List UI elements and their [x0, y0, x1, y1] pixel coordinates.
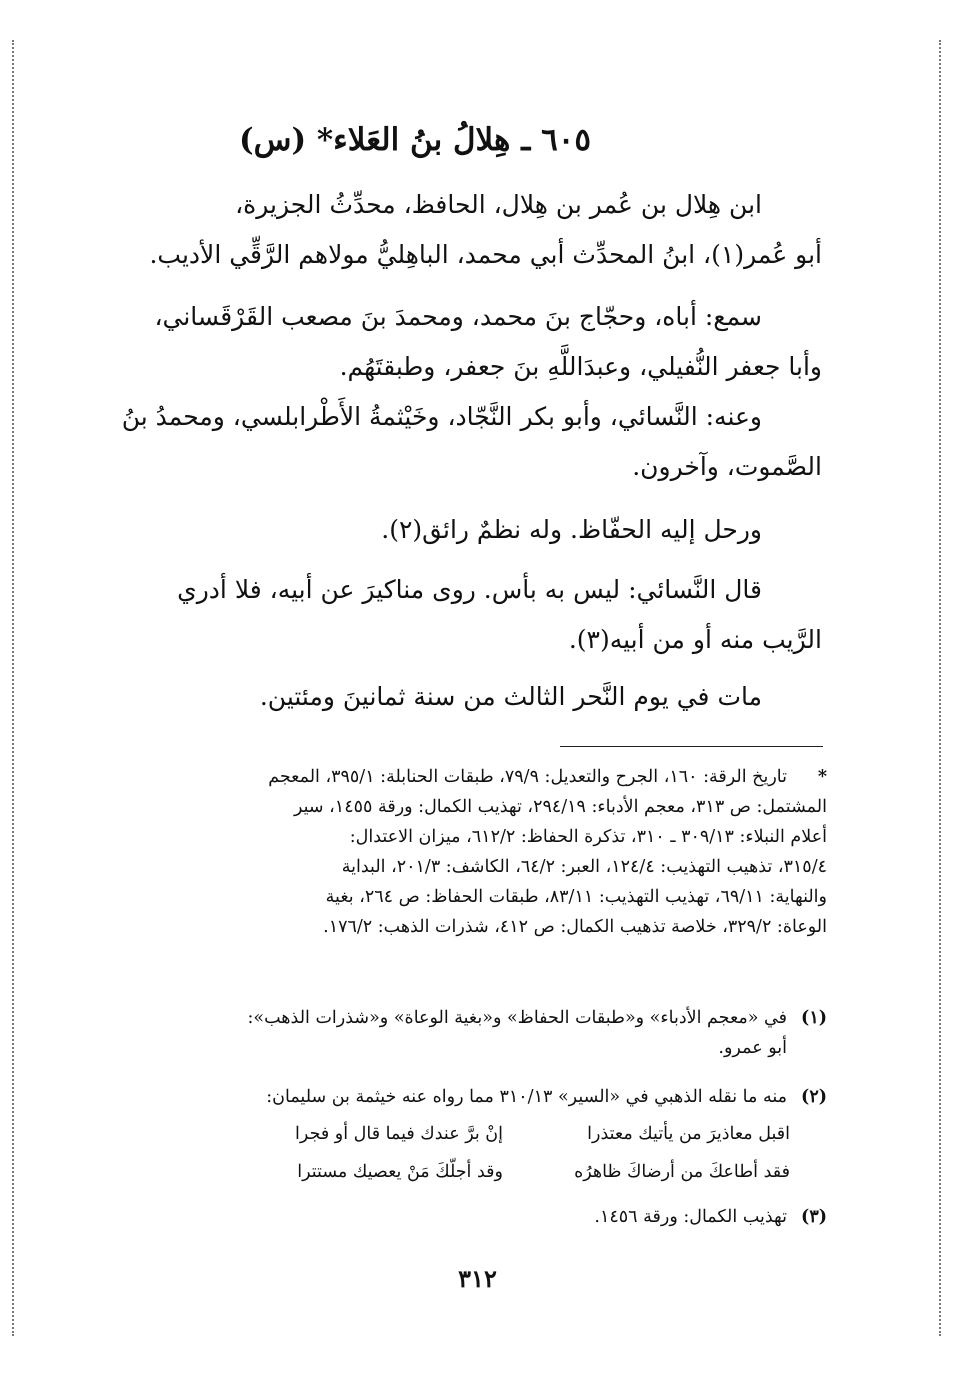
body-line: قال النَّسائي: ليس به بأس. روى مناكيرَ عن أبيه، فلا أدري	[177, 575, 762, 604]
entry-paragraph-students	[120, 392, 822, 492]
entry-paragraph-lineage	[120, 180, 822, 280]
entry-paragraph-travel	[120, 505, 822, 555]
footnote-1	[125, 1003, 827, 1063]
body-line: وعنه: النَّسائي، وأبو بكر النَّجّاد، وخَيْثمةُ الأَطْرابلسي، ومحمدُ بنُ	[121, 402, 762, 431]
body-line: ورحل إليه الحفّاظ. وله نظمٌ رائق(٢).	[381, 515, 762, 544]
verse-2-first-hemistich: فقد أطاعكَ من أرضاكَ ظاهرُه	[574, 1162, 790, 1182]
right-edge-dots	[939, 40, 941, 1336]
footnote-line: تهذيب الكمال: ورقة ١٤٥٦.	[594, 1207, 787, 1227]
entry-paragraph-teachers	[120, 292, 822, 392]
footnote-1-marker: (١)	[801, 1008, 827, 1028]
body-line: أبو عُمر(١)، ابنُ المحدِّث أبي محمد، الباهِليُّ مولاهم الرَّقِّي الأديب.	[149, 240, 822, 269]
body-line: ابن هِلال بن عُمر بن هِلال، الحافظ، محدِّثُ الجزيرة،	[235, 190, 762, 219]
left-edge-dots	[12, 40, 14, 1336]
footnote-line: منه ما نقله الذهبي في «السير» ٣١٠/١٣ مما رواه عنه خيثمة بن سليمان:	[266, 1087, 787, 1107]
footnote-2-marker: (٢)	[801, 1087, 827, 1107]
verse-1-first-hemistich: اقبل معاذيرَ من يأتيك معتذرا	[587, 1124, 790, 1144]
footnote-separator	[560, 746, 823, 747]
footnote-line: والنهاية: ٦٩/١١، تهذيب التهذيب: ٨٣/١١، طبقات الحفاظ: ص ٢٦٤، بغية	[325, 887, 827, 907]
entry-title: ٦٠٥ ـ هِلالُ بنُ العَلاء* (س)	[238, 122, 592, 158]
footnote-2	[125, 1082, 827, 1112]
footnote-line: المشتمل: ص ٣١٣، معجم الأدباء: ٢٩٤/١٩، تهذيب الكمال: ورقة ١٤٥٥، سير	[293, 797, 827, 817]
footnote-line: تاريخ الرقة: ١٦٠، الجرح والتعديل: ٧٩/٩، طبقات الحنابلة: ٣٩٥/١، المعجم	[268, 767, 787, 787]
footnote-sources	[125, 762, 827, 942]
footnote-line: في «معجم الأدباء» و«طبقات الحفاظ» و«بغية الوعاة» و«شذرات الذهب»:	[247, 1008, 787, 1028]
body-line: الرَّيب منه أو من أبيه(٣).	[568, 625, 822, 654]
footnote-line: الوعاة: ٣٢٩/٢، خلاصة تذهيب الكمال: ص ٤١٢، شذرات الذهب: ١٧٦/٢.	[323, 917, 827, 937]
page-number: ٣١٢	[458, 1264, 497, 1293]
footnote-3-marker: (٣)	[801, 1207, 827, 1227]
body-line: الصَّموت، وآخرون.	[632, 452, 822, 481]
footnote-line: ٣١٥/٤، تذهيب التهذيب: ١٢٤/٤، العبر: ٦٤/٢، الكاشف: ٢٠١/٣، البداية	[341, 857, 827, 877]
entry-paragraph-death	[120, 672, 822, 722]
footnote-3	[125, 1202, 827, 1232]
asterisk-marker: *	[817, 767, 827, 787]
body-line: سمع: أباه، وحجّاج بنَ محمد، ومحمدَ بنَ مصعب القَرْقَساني،	[154, 302, 762, 331]
body-line: وأبا جعفر النُّفيلي، وعبدَاللَّهِ بنَ جعفر، وطبقتَهُم.	[339, 352, 822, 381]
verse-2-second-hemistich: وقد أجلّكَ مَنْ يعصيك مستترا	[297, 1162, 503, 1182]
footnote-line: أعلام النبلاء: ٣٠٩/١٣ ـ ٣١٠، تذكرة الحفاظ: ٦١٢/٢، ميزان الاعتدال:	[349, 827, 827, 847]
body-line: مات في يوم النَّحر الثالث من سنة ثمانينَ ومئتين.	[259, 682, 762, 711]
footnote-line: أبو عمرو.	[718, 1038, 787, 1058]
verse-1-second-hemistich: إنْ برَّ عندك فيما قال أو فجرا	[295, 1124, 503, 1144]
entry-paragraph-nasai	[120, 565, 822, 665]
